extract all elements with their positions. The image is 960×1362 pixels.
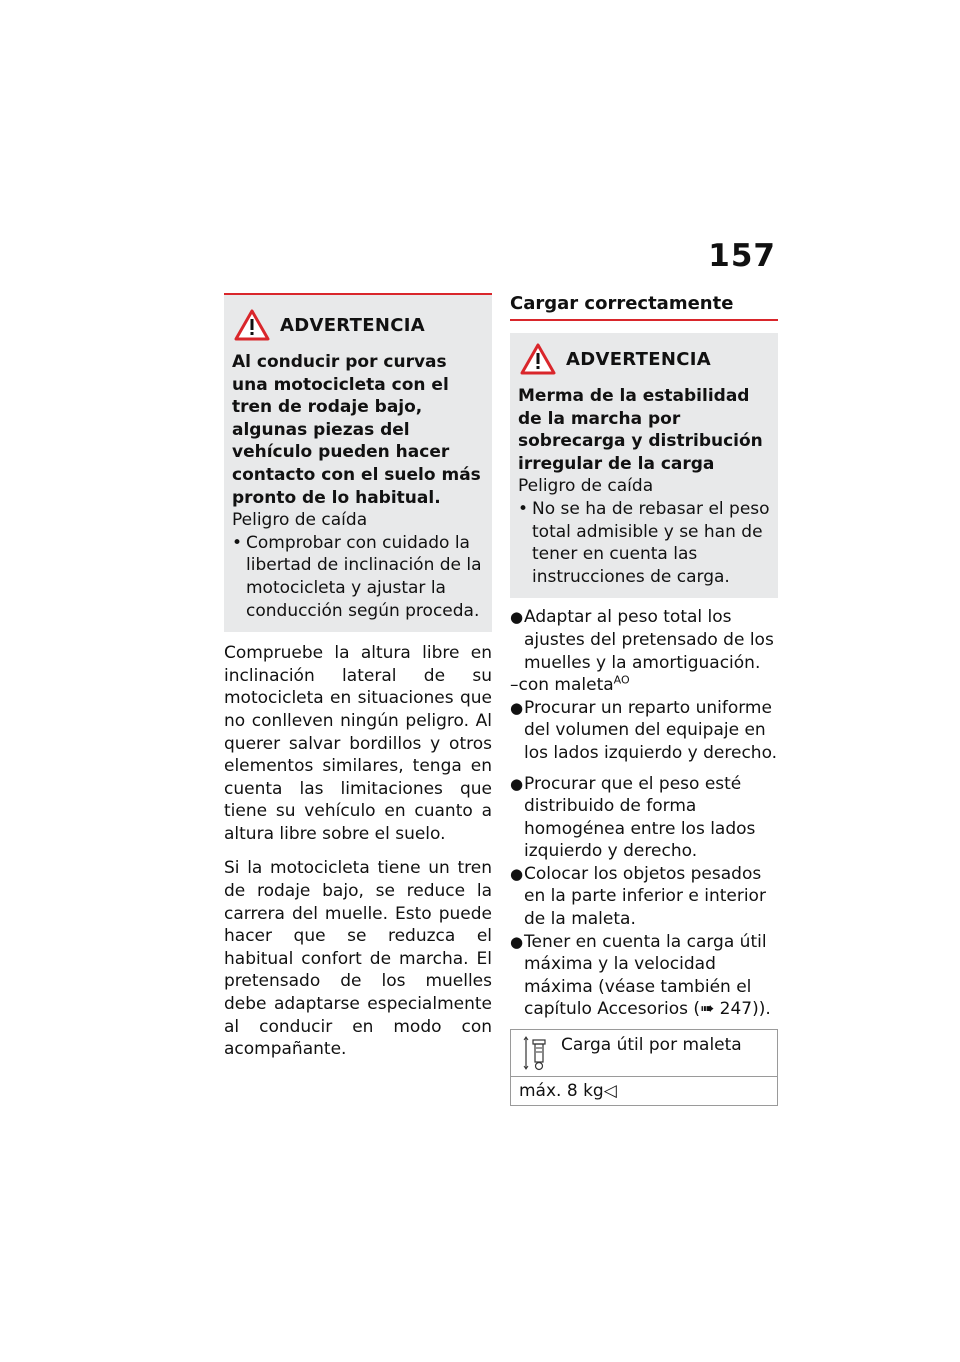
- bullet-dot: ●: [510, 864, 524, 883]
- condition-text: –con maleta: [510, 675, 614, 696]
- spec-label: Carga útil por maleta: [561, 1035, 742, 1056]
- warning-header: [520, 343, 770, 375]
- warning-lead: Al conducir por curvas una motocicleta con el tren de rodaje bajo, algunas piezas del vehículo pueden hacer contacto con el suelo más pronto de lo habitual.: [232, 352, 481, 508]
- bullet-dot: ●: [510, 932, 524, 951]
- section-heading: Cargar correctamente: [510, 293, 734, 314]
- condition-line: [510, 674, 778, 697]
- warning-box: [510, 333, 778, 598]
- warning-hazard: Peligro de caída: [232, 510, 368, 531]
- list-item-main-text: Tener en cuenta la carga útil máxima y la velocidad máxima (véase también el capítulo Accesorios: [524, 931, 767, 1020]
- warning-header: [234, 309, 484, 341]
- list-item: [510, 773, 778, 863]
- list-item-text: Procurar un reparto uniforme del volumen del equipaje en los lados izquierdo y derecho.: [524, 697, 778, 763]
- warning-bullet: [232, 532, 484, 622]
- list-item: [510, 606, 778, 674]
- list-item: [510, 863, 778, 931]
- bullet-dot: ●: [510, 608, 524, 627]
- list-item-text: Procurar que el peso esté distribuido de forma homogénea entre los lados izquierdo y derecho.: [524, 773, 756, 862]
- warning-bullet-text: No se ha de rebasar el peso total admisible y se han de tener en cuenta las instrucciones de carga.: [532, 498, 770, 587]
- warning-triangle-icon: [234, 309, 270, 341]
- paragraph: Si la motocicleta tiene un tren de rodaje bajo, se reduce la carrera del muelle. Esto puede hacer que se reduzca el habitual confort de marcha. El pretensado de los muelles debe adaptarse especialmente al conducir en modo con acompañante.: [224, 858, 492, 1060]
- spec-value: máx. 8 kg◁: [519, 1081, 617, 1102]
- list-item: [510, 697, 778, 765]
- warning-box: [224, 293, 492, 632]
- page-reference-link[interactable]: (➠ 247)).: [693, 999, 771, 1020]
- heading-rule: [510, 319, 778, 321]
- condition-superscript: AO: [613, 673, 630, 687]
- warning-title: ADVERTENCIA: [280, 314, 425, 336]
- list-item-text: Adaptar al peso total los ajustes del pretensado de los muelles y la amortiguación.: [524, 607, 774, 673]
- weight-scale-icon: [511, 1030, 561, 1076]
- warning-bullet-text: Comprobar con cuidado la libertad de inclinación de la motocicleta y ajustar la conducción según proceda.: [246, 532, 482, 621]
- page-number: 157: [708, 238, 776, 274]
- bullet-dot: ●: [510, 698, 524, 717]
- warning-triangle-icon: [520, 343, 556, 375]
- paragraph: Compruebe la altura libre en inclinación lateral de su motocicleta en situaciones que no conlleven ningún peligro. Al querer salvar bordillos y otros elementos similares, tenga en cuenta las limitaciones que tiene su vehículo en cuanto a altura libre sobre el suelo.: [224, 643, 492, 844]
- bullet-dot: •: [232, 532, 243, 553]
- warning-title: ADVERTENCIA: [566, 348, 711, 370]
- spec-header: [511, 1030, 777, 1077]
- warning-bullet: [518, 498, 770, 588]
- bullet-dot: •: [518, 498, 529, 519]
- left-column: [224, 293, 492, 1061]
- spec-table: [510, 1029, 778, 1106]
- list-item-text: [524, 931, 778, 1021]
- list-item-text: Colocar los objetos pesados en la parte inferior e interior de la maleta.: [524, 863, 766, 930]
- warning-lead: Merma de la estabilidad de la marcha por sobrecarga y distribución irregular de la carga: [518, 386, 763, 474]
- list-item: [510, 931, 778, 1021]
- bullet-dot: ●: [510, 774, 524, 793]
- warning-hazard: Peligro de caída: [518, 476, 654, 497]
- right-column: [510, 293, 778, 1106]
